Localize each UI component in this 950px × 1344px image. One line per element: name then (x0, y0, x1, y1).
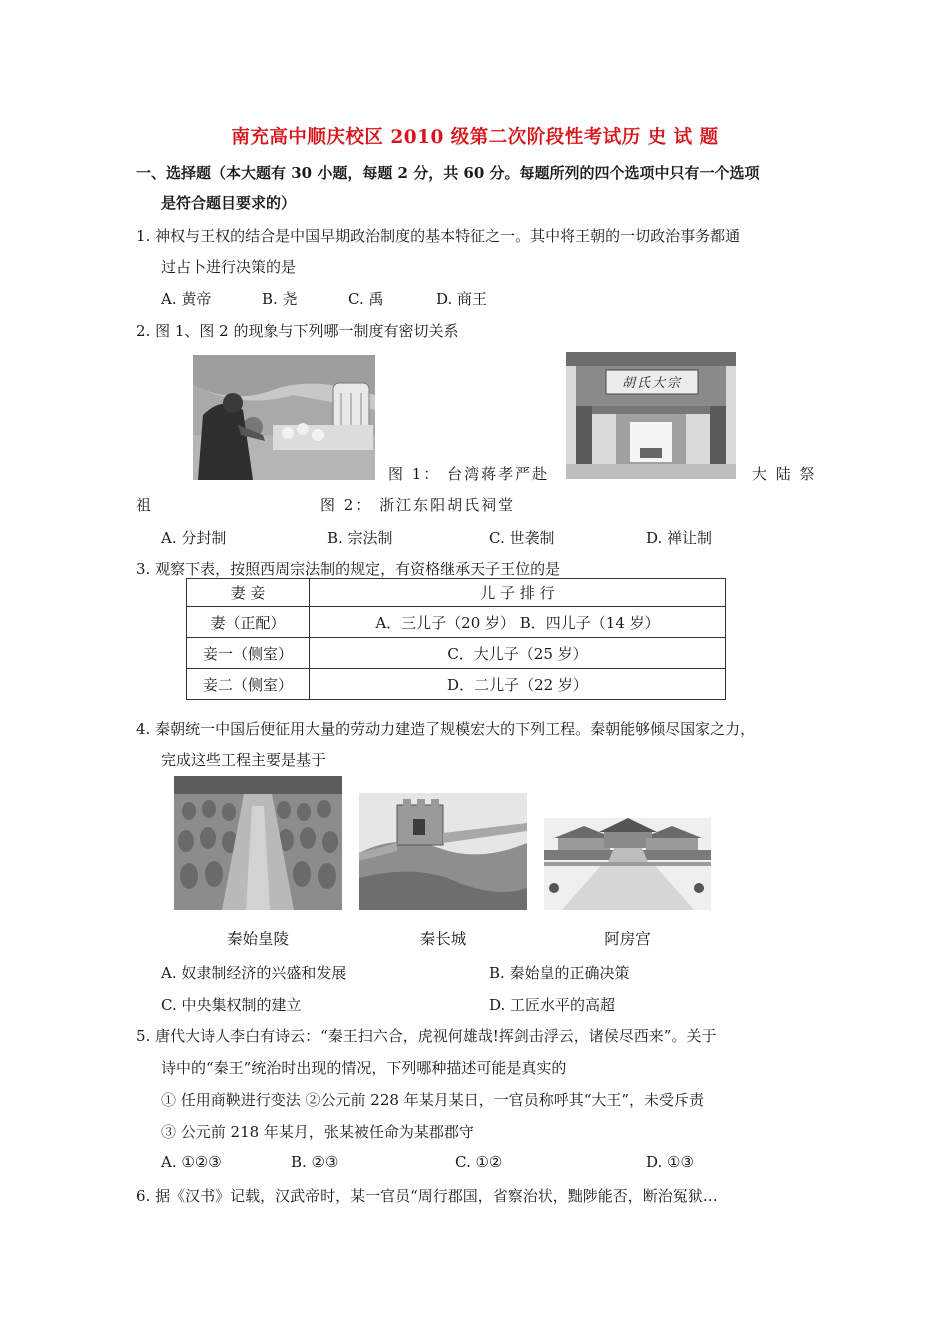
q1-option-b: B. 尧 (262, 290, 298, 308)
table-header-cell: 儿 子 排 行 (310, 579, 726, 607)
q5-item-1-2: ① 任用商鞅进行变法 ②公元前 228 年某月某日，一官员称呼其“大王”，未受斥责 (161, 1091, 705, 1109)
table-header-cell: 妻 妾 (187, 579, 310, 607)
terracotta-army-photo (174, 776, 342, 910)
q1-option-d: D. 商王 (436, 290, 488, 308)
table-row (187, 638, 726, 669)
q4-option-c: C. 中央集权制的建立 (161, 996, 302, 1014)
q5-stem-line2: 诗中的“秦王”统治时出现的情况，下列哪种描述可能是真实的 (161, 1059, 567, 1077)
figure1-caption-a: 图 1： 台湾蒋孝严赴 (388, 465, 550, 483)
plaque-text: 胡氏大宗 (621, 376, 682, 391)
q5-option-a: A. ①②③ (161, 1153, 222, 1171)
q2-option-d: D. 禅让制 (646, 529, 713, 547)
q5-option-d: D. ①③ (646, 1153, 694, 1171)
q1-option-c: C. 禹 (348, 290, 384, 308)
q2-option-c: C. 世袭制 (489, 529, 555, 547)
table-cell: 妾二（侧室） (187, 669, 310, 700)
great-wall-photo (359, 793, 527, 910)
q4-option-d: D. 工匠水平的高超 (489, 996, 616, 1014)
q5-option-b: B. ②③ (291, 1153, 339, 1171)
table-cell: D．二儿子（22 岁） (310, 669, 726, 700)
q4-stem-line2: 完成这些工程主要是基于 (161, 751, 327, 769)
table-cell: 妻（正配） (187, 607, 310, 638)
q1-stem-line2: 过占卜进行决策的是 (161, 258, 297, 276)
q2-stem: 2. 图 1、图 2 的现象与下列哪一制度有密切关系 (136, 322, 459, 340)
q5-option-c: C. ①② (455, 1153, 503, 1171)
q2-option-a: A. 分封制 (161, 529, 227, 547)
table-cell: C．大儿子（25 岁） (310, 638, 726, 669)
q1-stem-line1: 1. 神权与王权的结合是中国早期政治制度的基本特征之一。其中将王朝的一切政治事务都通 (136, 227, 741, 245)
figure2-photo (566, 352, 736, 479)
table-cell: 妾一（侧室） (187, 638, 310, 669)
q3-stem: 3. 观察下表，按照西周宗法制的规定，有资格继承天子王位的是 (136, 560, 561, 578)
caption-qin-great-wall: 秦长城 (419, 930, 467, 948)
epang-palace-photo (544, 818, 711, 910)
succession-table (186, 578, 726, 700)
table-header-row (187, 579, 726, 607)
exam-title: 南充高中顺庆校区 2010 级第二次阶段性考试历 史 试 题 (231, 127, 719, 148)
q4-option-a: A. 奴隶制经济的兴盛和发展 (161, 964, 347, 982)
q2-option-b: B. 宗法制 (327, 529, 393, 547)
q4-stem-line1: 4. 秦朝统一中国后便征用大量的劳动力建造了规模宏大的下列工程。秦朝能够倾尽国家之力， (136, 720, 756, 738)
caption-epang-palace: 阿房宫 (604, 930, 651, 948)
q4-option-b: B. 秦始皇的正确决策 (489, 964, 630, 982)
q1-option-a: A. 黄帝 (161, 290, 212, 308)
table-cell: A．三儿子（20 岁） B．四儿子（14 岁） (310, 607, 726, 638)
section-heading-line1: 一、选择题（本大题有 30 小题，每题 2 分，共 60 分。每题所列的四个选项中只有一个选项 (136, 164, 760, 182)
q5-item-3: ③ 公元前 218 年某月，张某被任命为某郡郡守 (161, 1123, 474, 1141)
table-row (187, 607, 726, 638)
figure2-caption: 图 2： 浙江东阳胡氏祠堂 (320, 496, 516, 514)
q5-stem-line1: 5. 唐代大诗人李白有诗云：“秦王扫六合，虎视何雄哉!挥剑击浮云，诸侯尽西来”。关于 (136, 1027, 717, 1045)
q6-stem-line1: 6. 据《汉书》记载，汉武帝时，某一官员“周行郡国，省察治状，黜陟能否，断治冤狱… (136, 1187, 718, 1205)
caption-qin-mausoleum: 秦始皇陵 (226, 930, 289, 948)
section-heading-line2: 是符合题目要求的） (161, 194, 297, 212)
figure1-caption-b: 大 陆 祭 (752, 465, 817, 483)
table-row (187, 669, 726, 700)
figure1-photo (193, 355, 375, 480)
figure1-caption-c: 祖 (136, 496, 152, 514)
